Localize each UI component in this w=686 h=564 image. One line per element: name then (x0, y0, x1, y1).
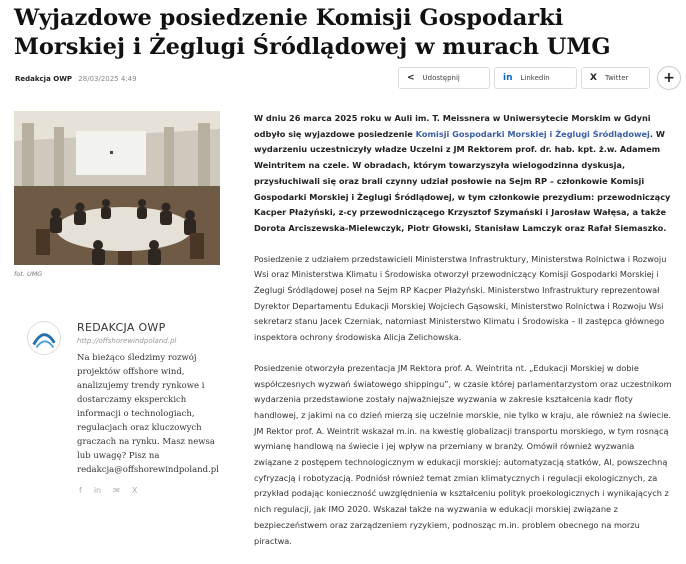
share-label: Udostępnij (422, 74, 460, 82)
twitter-share-button[interactable] (581, 67, 650, 89)
more-share-button[interactable]: + (657, 66, 681, 90)
article-title: Wyjazdowe posiedzenie Komisji Gospodarki Morskiej i Żeglugi Śródlądowej w murach UMG (14, 5, 611, 60)
article-date: 28/03/2025 4:49 (78, 75, 137, 83)
linkedin-icon[interactable]: in (93, 486, 102, 495)
twitter-label: Twitter (604, 74, 629, 82)
article-lead: W dniu 26 marca 2025 roku w Auli im. T. Meissnera w Uniwersytecie Morskim w Gdyni odbyło się wyjazdowe posiedzenie Komisji Gospodarki Morskiej i Żeglugi Śródlądowej. W wydarzeniu uczestniczyły władze Uczelni z JM Rektorem prof. dr. hab. kpt. ż.w. Adamem Weintritem na czele. W obradach, którym towarzyszyła wielogodzinna dyskusja, przysłuchiwali się oraz brali czynny udział posłowie na Sejm RP – członkowie Komisji Gospodarki Morskiej i Żeglugi Śródlądowej, w tym członkowie prezydium: przewodniczący Kacper Płażyński, z-cy przewodniczącego Krzysztof Szymański i Jarosław Wałęsa, a także Dorota Arciszewska-Mielewczyk, Piotr Głowski, Stanisław Lamczyk oraz Rafał Siemaszko. (254, 113, 671, 233)
linkedin-icon: in (503, 73, 513, 83)
article-meta (15, 75, 137, 83)
author-box-name[interactable]: REDAKCJA OWP (77, 321, 166, 334)
share-icon: < (407, 73, 415, 83)
author-social-links (79, 486, 137, 495)
email-icon[interactable]: ✉ (113, 486, 120, 495)
article-photo (14, 111, 220, 265)
share-button[interactable] (398, 67, 490, 89)
article-author[interactable]: Redakcja OWP (15, 75, 73, 83)
facebook-icon[interactable]: f (79, 486, 82, 495)
article-paragraph-3: Posiedzenie otworzyła prezentacja JM Rektora prof. A. Weintrita nt. „Edukacji Morskiej w dobie współczesnych wyzwań światowego shippingu”, w czasie której parlamentarzystom oraz uczestnikom wydarzenia przedstawione zostały najważniejsze wyzwania w zakresie kształcenia kadr floty handlowej, z jakimi na co dzień mierzą się uczelnie morskie, nie tylko w kraju, ale również na świecie. JM Rektor prof. A. Weintrit wskazał m.in. na kwestię globalizacji transportu morskiego, w tym rosnącą wymianę handlową na świecie i jej wpływ na przemiany w branży. Omówił również wyzwania związane z postępem technologicznym w edukacji morskiej: automatyzacją statków, AI, powszechną cyfryzacją i robotyzacją. Podniósł również temat zmian klimatycznych i regulacji ekologicznych, za przykład podając konieczność uwzględnienia w kształceniu polityk proekologicznych i wynikających z nich regulacji, jak IMO 2020. Wskazał także na wyzwania w edukacji morskiej związane z bezpieczeństwem oraz zarządzeniem ryzykiem, podnosząc m.in. problem obecnego na morzu piractwa. (254, 362, 672, 546)
article-body (254, 111, 672, 564)
x-icon[interactable]: X (131, 486, 138, 495)
linkedin-share-button[interactable] (494, 67, 577, 89)
commission-link[interactable]: Komisji Gospodarki Morskiej i Żeglugi Śródlądowej (415, 128, 650, 139)
share-bar (398, 67, 681, 91)
linkedin-label: Linkedin (520, 74, 550, 82)
photo-caption: fot. UMG (14, 270, 43, 278)
x-icon: X (590, 73, 597, 83)
author-avatar (27, 321, 61, 355)
article-paragraph-2: Posiedzenie z udziałem przedstawicieli Ministerstwa Infrastruktury, Ministerstwa Rolnictwa i Rozwoju Wsi oraz Ministerstwa Klimatu i Środowiska otworzył przewodniczący Komisji Gospodarki Morskiej i Żeglugi Śródlądowej poseł na Sejm RP Kacper Płażyński. Ministerstwo Infrastruktury reprezentował Dyrektor Departamentu Edukacji Morskiej Wojciech Gąsowski, Ministerstwo Rolnictwa i Rozwoju Wsi sekretarz stanu Jacek Czerniak, natomiast Ministerstwo Klimatu i Środowiska – II zastępca głównego inspektora ochrony środowiska Alicja Żelichowska. (254, 253, 667, 343)
author-box-bio: Na bieżąco śledzimy rozwój projektów offshore wind, analizujemy trendy rynkowe i dostarczamy eksperckich informacji o technologiach, regulacjach oraz kluczowych graczach na rynku. Masz newsa lub uwagę? Pisz na redakcja@offshorewindpoland.pl (77, 353, 219, 475)
author-box-url[interactable]: http://offshorewindpoland.pl (77, 337, 177, 345)
